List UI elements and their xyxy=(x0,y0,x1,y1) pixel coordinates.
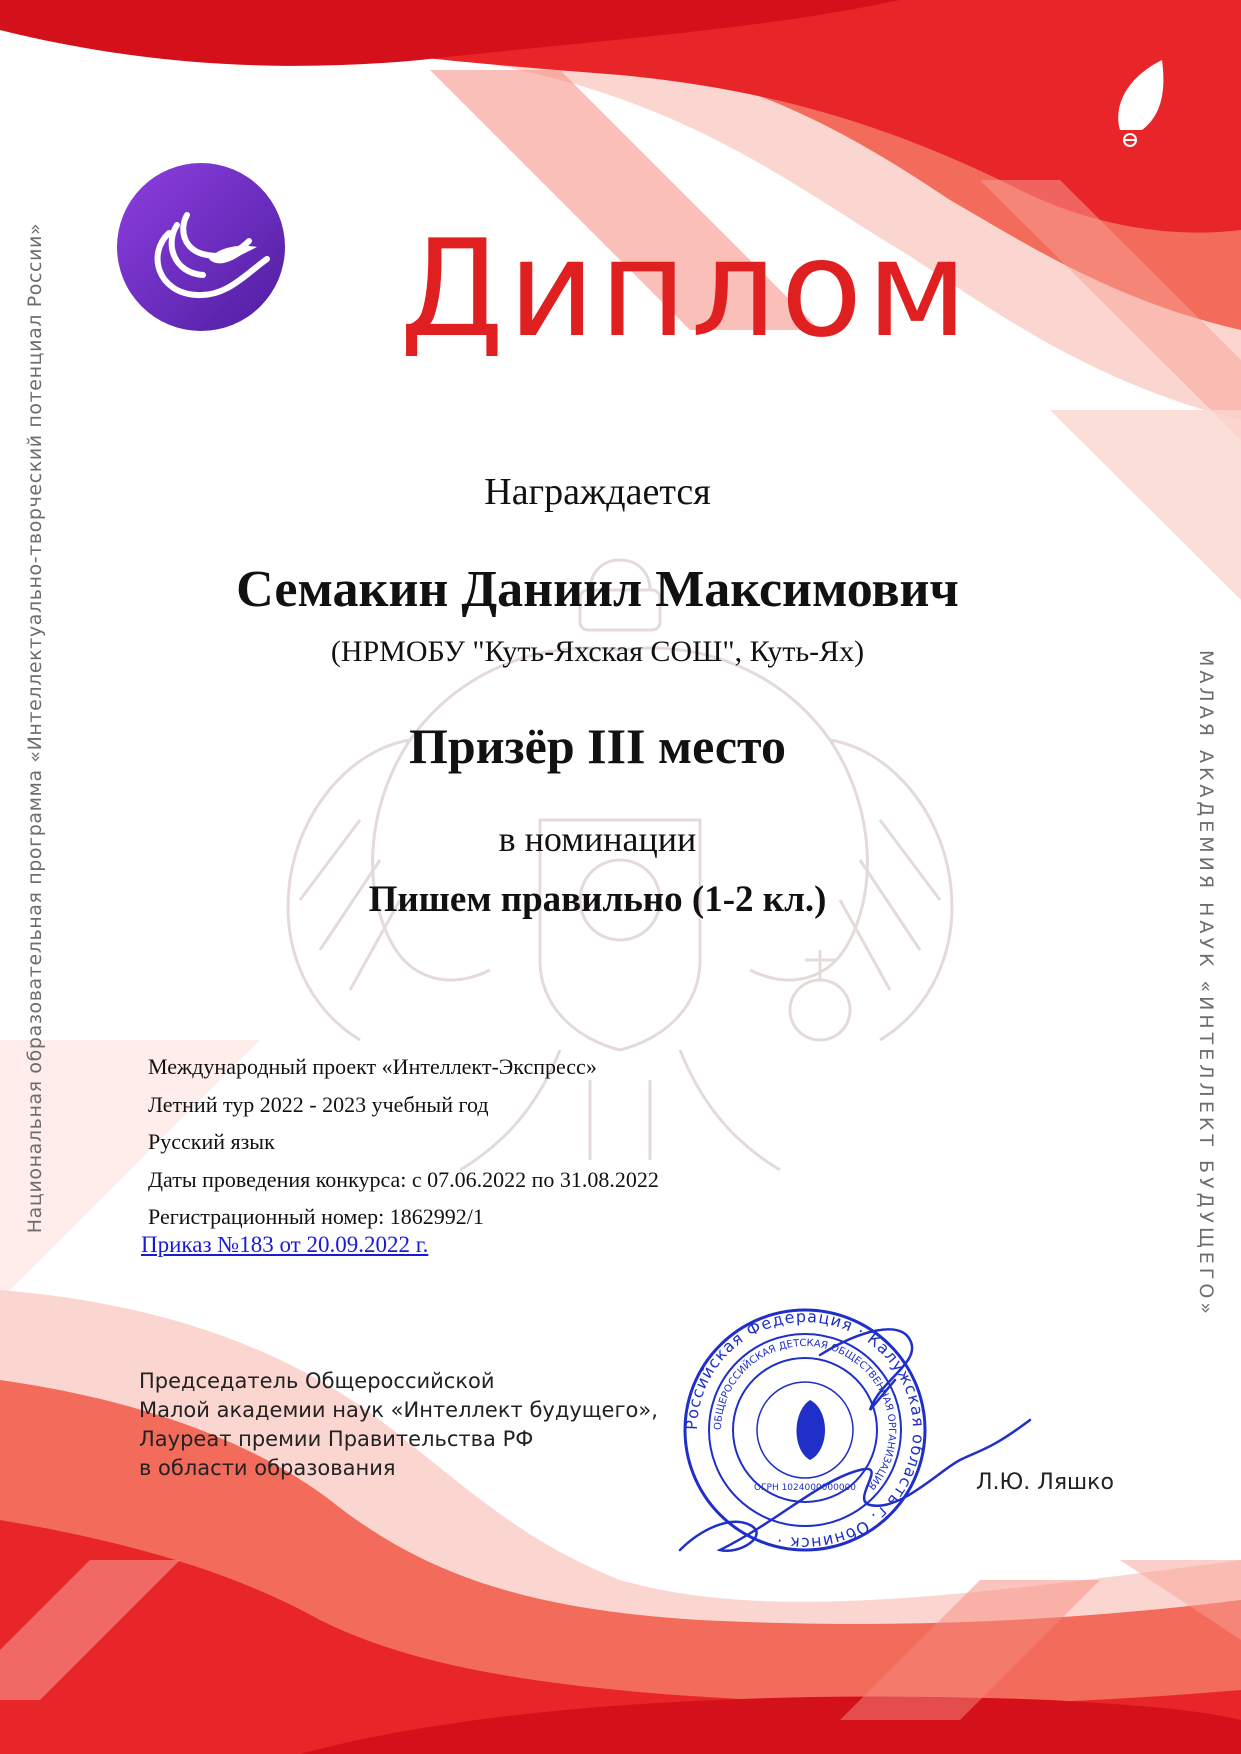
order-link[interactable]: Приказ №183 от 20.09.2022 г. xyxy=(141,1232,429,1257)
stamp-inner-text: ОБЩЕРОССИЙСКАЯ ДЕТСКАЯ ОБЩЕСТВЕННАЯ ОРГАНИЗАЦИЯ xyxy=(712,1337,898,1492)
stamp-outer-text: Российская Федерация · Калужская область г. Обнинск · xyxy=(681,1306,929,1554)
subject: Русский язык xyxy=(148,1129,275,1154)
contest-dates: Даты проведения конкурса: с 07.06.2022 по 31.08.2022 xyxy=(148,1166,659,1192)
registration-number: Регистрационный номер: 1862992/1 xyxy=(148,1204,484,1229)
leaf-logo-icon xyxy=(1112,60,1168,150)
chairman-line: Лауреат премии Правительства РФ xyxy=(139,1427,534,1451)
awarded-label: Награждается xyxy=(484,471,711,513)
nomination-title: Пишем правильно (1-2 кл.) xyxy=(368,879,827,920)
project-name: Международный проект «Интеллект-Экспресс» xyxy=(148,1054,597,1079)
contest-details xyxy=(148,1048,659,1236)
stamp-ogrn: ОГРН 1024000000000 xyxy=(753,1483,857,1493)
academy-name-vertical: МАЛАЯ АКАДЕМИЯ НАУК «ИНТЕЛЛЕКТ БУДУЩЕГО» xyxy=(1195,650,1217,1318)
nomination-label: в номинации xyxy=(498,819,697,859)
chairman-line: в области образования xyxy=(139,1456,396,1480)
chairman-title xyxy=(139,1367,658,1483)
award-place: Призёр III место xyxy=(409,718,786,774)
tour-year: Летний тур 2022 - 2023 учебный год xyxy=(148,1091,489,1117)
recipient-name: Семакин Даниил Максимович xyxy=(236,561,959,618)
chairman-line: Председатель Общероссийской xyxy=(139,1369,495,1393)
program-name-vertical: Национальная образовательная программа «Интеллектуально-творческий потенциал России» xyxy=(24,222,46,1234)
official-stamp xyxy=(660,1300,1040,1570)
diploma-title: Диплом xyxy=(399,211,972,367)
chairman-line: Малой академии наук «Интеллект будущего», xyxy=(139,1398,658,1422)
recipient-school: (НРМОБУ "Куть-Яхская СОШ", Куть-Ях) xyxy=(330,635,865,668)
signer-name: Л.Ю. Ляшко xyxy=(976,1470,1114,1495)
